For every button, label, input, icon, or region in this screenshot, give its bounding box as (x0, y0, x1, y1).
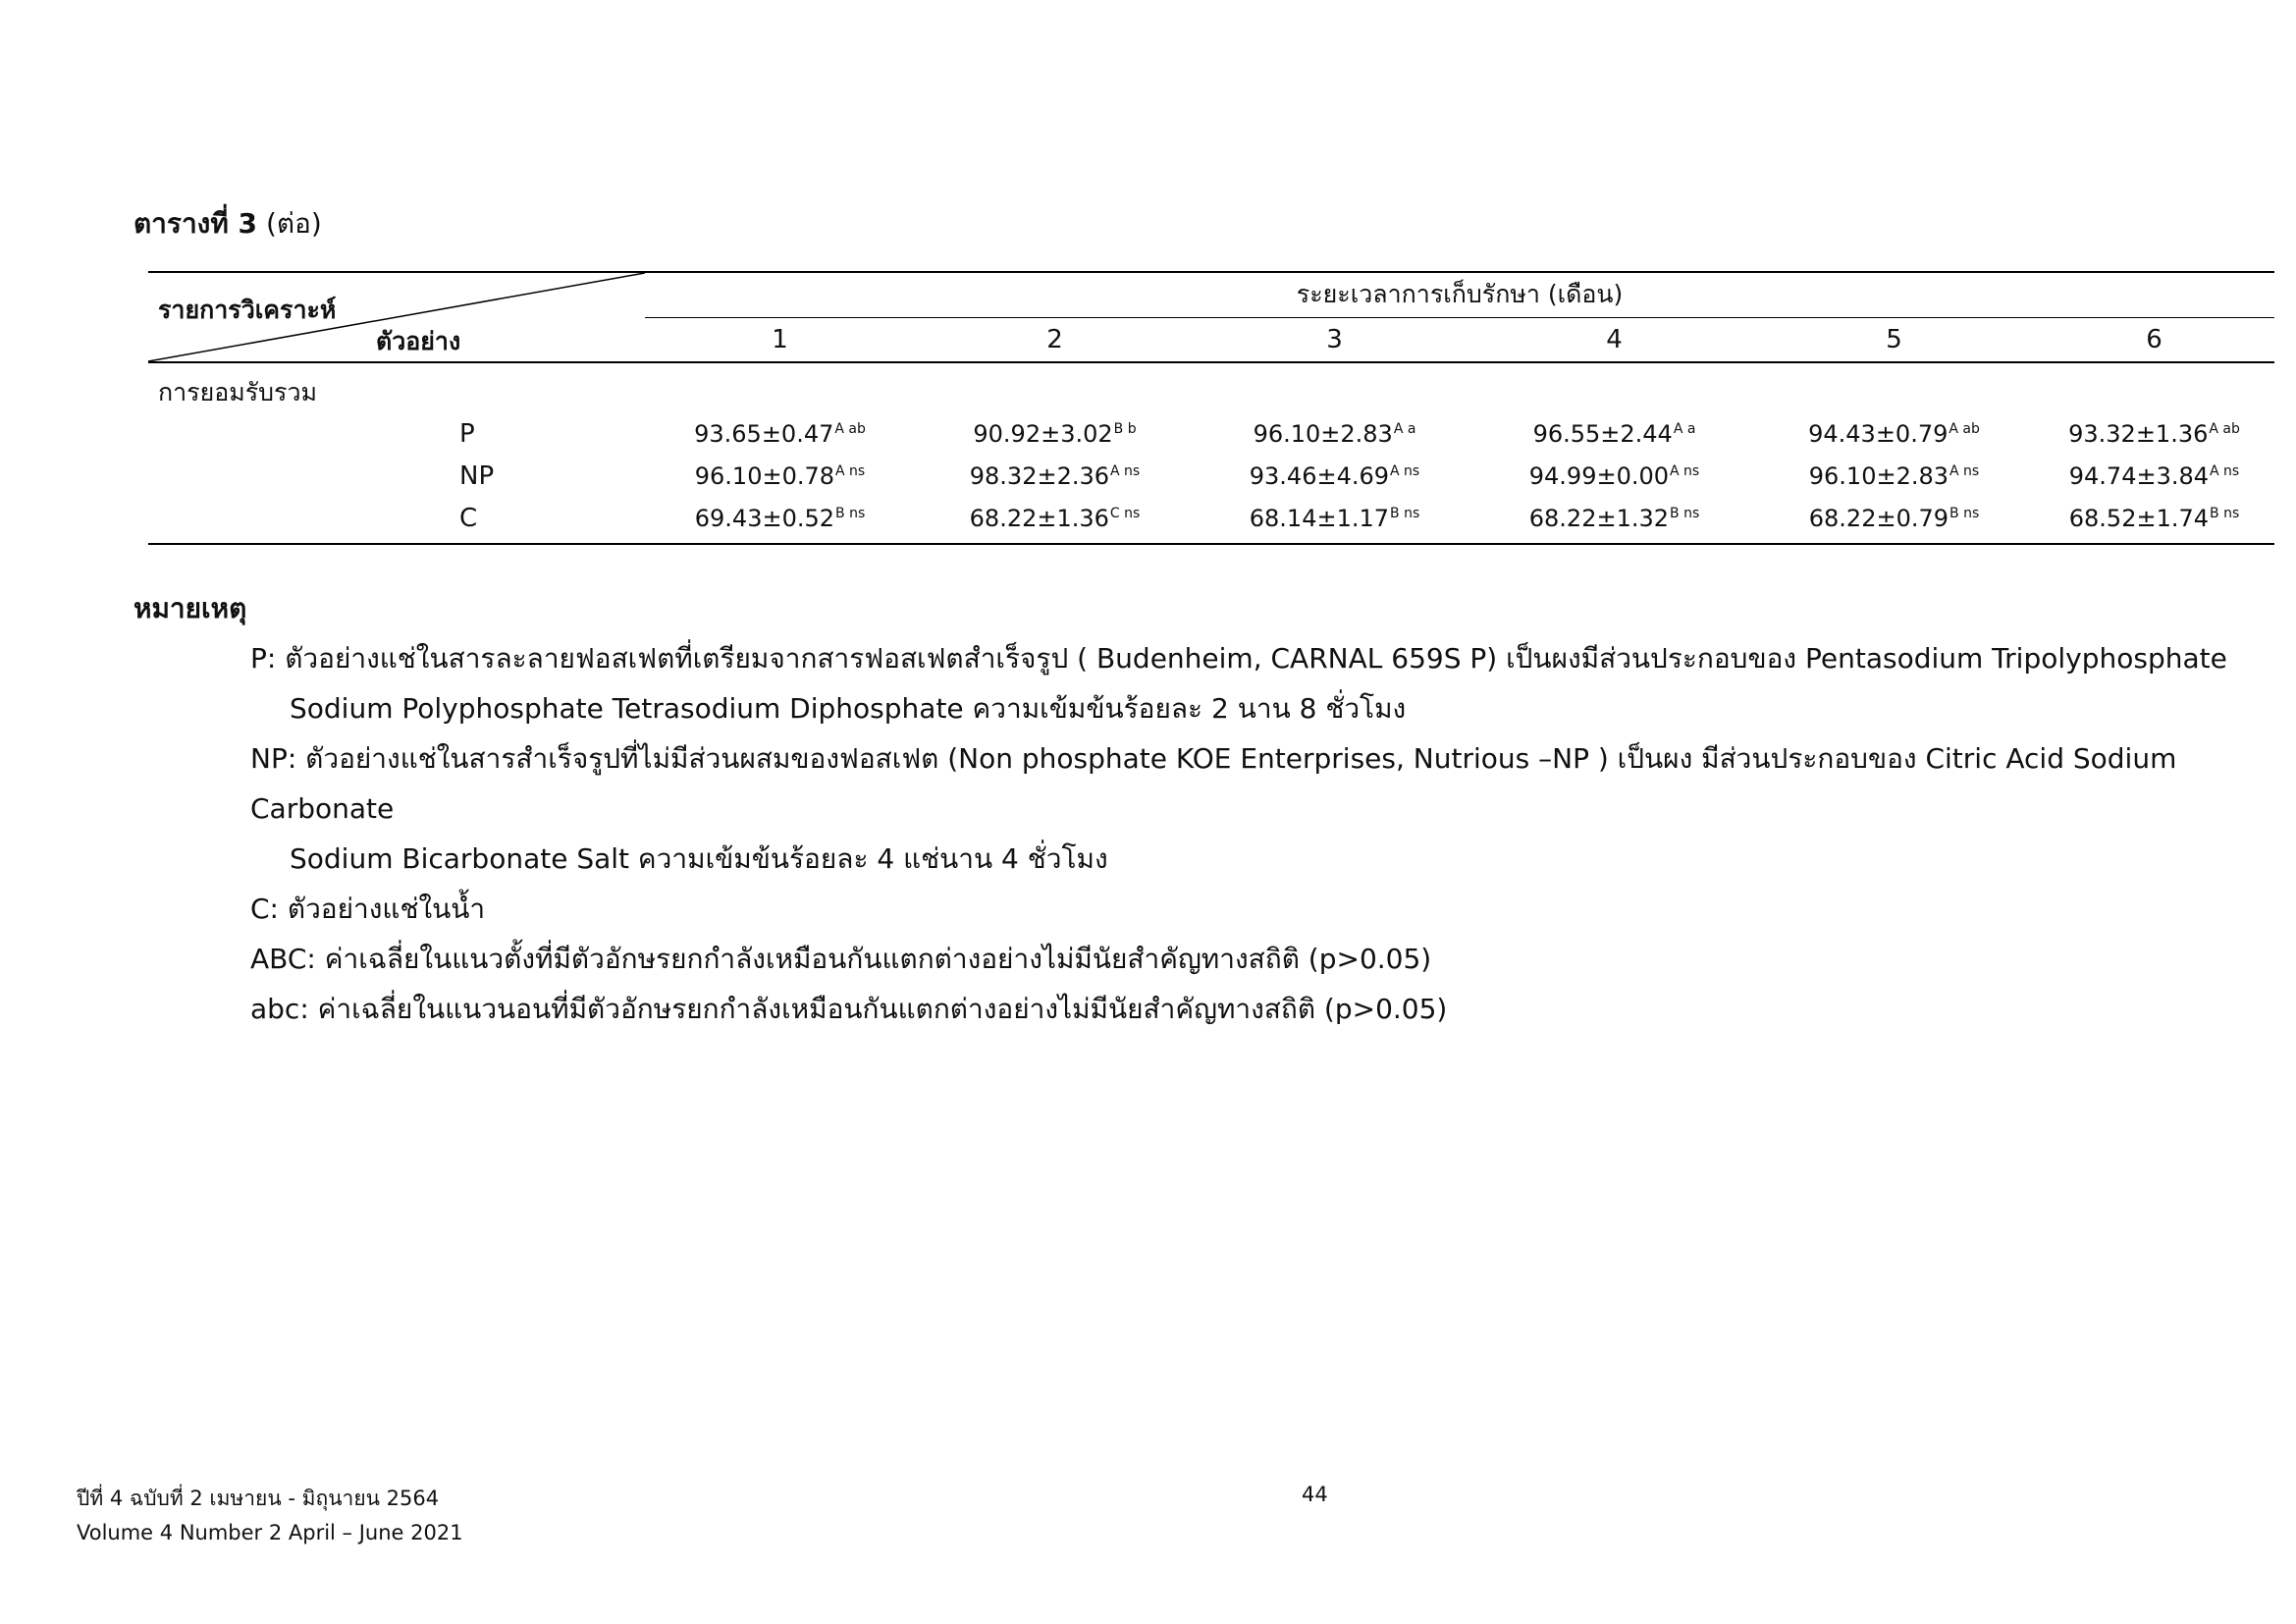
table-cell: $90.92\pm 3.02^{B b}$ (973, 419, 1137, 448)
table-cell: $68.22\pm 1.32^{B ns}$ (1474, 497, 1754, 544)
note-p-line1: P: ตัวอย่างแช่ในสารละลายฟอสเฟตที่เตรียมจากสารฟอสเฟตสำเร็จรูป ( Budenheim, CARNAL 659S P) เป็นผงมีส่วนประกอบของ Pentasodium Tripolyphosphate (250, 642, 2227, 675)
month-header: 4 (1474, 317, 1754, 362)
month-header: 6 (2034, 317, 2274, 362)
table-cell: $69.43\pm 0.52^{B ns}$ (645, 497, 915, 544)
table-row (148, 412, 2274, 455)
note-np-line1: NP: ตัวอย่างแช่ในสารสำเร็จรูปที่ไม่มีส่วนผสมของฟอสเฟต (Non phosphate KOE Enterprises, Nutrious –NP ) เป็นผง มีส่วนประกอบของ Citric Acid Sodium Carbonate (250, 742, 2177, 825)
note-c: C: ตัวอย่างแช่ในน้ำ (250, 893, 486, 925)
group-label: การยอมรับรวม (158, 378, 317, 406)
table-cell: $93.65\pm 0.47^{A ab}$ (694, 419, 866, 448)
note-p-line2: Sodium Polyphosphate Tetrasodium Diphosphate ความเข้มข้นร้อยละ 2 นาน 8 ชั่วโมง (290, 692, 1407, 725)
footer-volume: Volume 4 Number 2 April – June 2021 (77, 1521, 463, 1544)
note-abc-lower: abc: ค่าเฉลี่ยในแนวนอนที่มีตัวอักษรยกกำลังเหมือนกันแตกต่างอย่างไม่มีนัยสำคัญทางสถิติ (p>0.05) (250, 993, 1448, 1025)
table-row (148, 497, 2274, 544)
table-cell: $94.43\pm 0.79^{A ab}$ (1808, 419, 1980, 448)
table-cell: $68.22\pm 0.79^{B ns}$ (1754, 497, 2034, 544)
sample-label: P (459, 418, 475, 449)
page-number: 44 (1302, 1483, 1328, 1506)
table-cell: $68.14\pm 1.17^{B ns}$ (1195, 497, 1474, 544)
month-header: 1 (645, 317, 915, 362)
table-cell: $96.10\pm 0.78^{A ns}$ (694, 461, 866, 490)
header-storage-period: ระยะเวลาการเก็บรักษา (เดือน) (645, 272, 2274, 317)
header-sample: ตัวอย่าง (376, 327, 461, 355)
table-cell: $94.99\pm 0.00^{A ns}$ (1528, 461, 1700, 490)
table-row (148, 455, 2274, 497)
table-caption-suffix: (ต่อ) (265, 207, 322, 240)
table-cell: $96.10\pm 2.83^{A ns}$ (1808, 461, 1980, 490)
note-np-line2: Sodium Bicarbonate Salt ความเข้มข้นร้อยละ 4 แช่นาน 4 ชั่วโมง (290, 842, 1108, 875)
note-abc-upper: ABC: ค่าเฉลี่ยในแนวตั้งที่มีตัวอักษรยกกำลังเหมือนกันแตกต่างอย่างไม่มีนัยสำคัญทางสถิติ (p>0.05) (250, 943, 1432, 975)
remarks-title: หมายเหตุ (133, 592, 247, 624)
table-caption (133, 202, 322, 245)
table-cell: $93.46\pm 4.69^{A ns}$ (1249, 461, 1420, 490)
table-cell: $96.55\pm 2.44^{A a}$ (1532, 419, 1696, 448)
month-header: 5 (1754, 317, 2034, 362)
sample-label: NP (459, 460, 495, 491)
footer-thai-issue: ปีที่ 4 ฉบับที่ 2 เมษายน - มิถุนายน 2564 (77, 1487, 440, 1510)
table-cell: $93.32\pm 1.36^{A ab}$ (2068, 419, 2240, 448)
month-header: 2 (915, 317, 1195, 362)
table-cell: $98.32\pm 2.36^{A ns}$ (969, 461, 1141, 490)
header-analysis-item: รายการวิเคราะห์ (158, 296, 337, 324)
table-cell: $68.22\pm 1.36^{C ns}$ (915, 497, 1195, 544)
table-caption-label: ตารางที่ 3 (133, 207, 258, 240)
diagonal-header-cell (148, 272, 645, 362)
results-table (148, 271, 2274, 545)
month-header: 3 (1195, 317, 1474, 362)
table-cell: $96.10\pm 2.83^{A a}$ (1253, 419, 1416, 448)
remarks-notes (250, 633, 2272, 1034)
table-cell: $94.74\pm 3.84^{A ns}$ (2068, 461, 2240, 490)
table-cell: $68.52\pm 1.74^{B ns}$ (2034, 497, 2274, 544)
sample-label: C (148, 497, 645, 544)
